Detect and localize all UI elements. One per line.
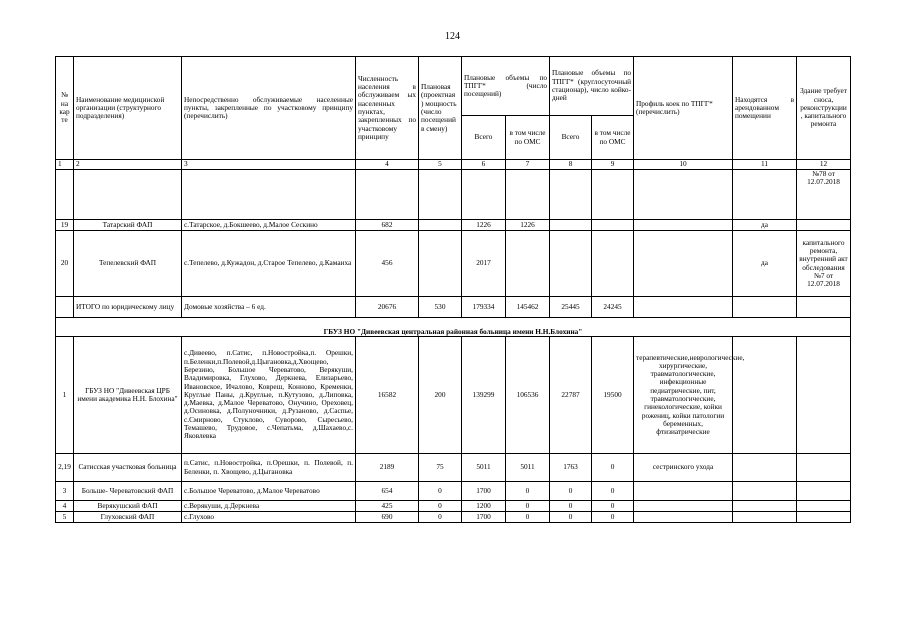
beds-oms: 19500 [592,337,634,454]
population: 682 [356,220,419,231]
facility-name: Глуховский ФАП [74,512,182,523]
header-rented: Находятся в арендованном помещении [733,57,797,160]
facility-name: Тепелевский ФАП [74,231,182,297]
facility-name: ГБУЗ НО "Дивеевская ЦРБ имени академика Н.Н. Блохина" [74,337,182,454]
building-note [797,501,851,512]
table-row [56,170,851,220]
row-number: 2,19 [56,454,74,482]
header-visits-total: Всего [462,116,506,160]
facility-name: Татарский ФАП [74,220,182,231]
header-row [56,57,851,116]
col-number: 5 [419,160,462,170]
bed-profile [634,501,733,512]
header-organization: Наименование медицинской организации (структурного подразделения) [74,57,182,160]
settlements: с.Верякуши, д.Деркнева [182,501,356,512]
beds-oms: 0 [592,512,634,523]
table-row [56,337,851,454]
beds-total [550,220,592,231]
bed-profile [634,512,733,523]
capacity [419,231,462,297]
col-number: 6 [462,160,506,170]
beds-oms: 0 [592,454,634,482]
row-number: 20 [56,231,74,297]
bed-profile [634,231,733,297]
visits-total: 1226 [462,220,506,231]
table-row [56,501,851,512]
beds-oms: 24245 [592,297,634,318]
settlements: с.Большое Череватово, д.Малое Череватово [182,482,356,501]
total-row [56,297,851,318]
col-number: 8 [550,160,592,170]
header-settlements: Непосредственно обслуживаемые населенные пункты, закрепленные по участковому принципу (перечислить) [182,57,356,160]
beds-oms [592,220,634,231]
capacity: 0 [419,501,462,512]
building-note [797,512,851,523]
col-number: 1 [56,160,74,170]
visits-total: 139299 [462,337,506,454]
col-number: 11 [733,160,797,170]
capacity: 75 [419,454,462,482]
settlements: с.Глухово [182,512,356,523]
table-row [56,231,851,297]
beds-oms: 0 [592,501,634,512]
visits-total: 1200 [462,501,506,512]
capacity: 530 [419,297,462,318]
visits-oms: 5011 [506,454,550,482]
table-row [56,482,851,501]
beds-oms: 0 [592,482,634,501]
col-number: 2 [74,160,182,170]
row-number: 5 [56,512,74,523]
facility-name: Больше- Череватовский ФАП [74,482,182,501]
visits-oms: 0 [506,501,550,512]
visits-total: 179334 [462,297,506,318]
visits-oms: 106536 [506,337,550,454]
visits-oms: 0 [506,482,550,501]
settlements: п.Сатис, п.Новостройка, п.Орешки, п. Полевой, п. Беленки, п. Хвощево, д.Цыгановка [182,454,356,482]
col-number: 12 [797,160,851,170]
header-visits: Плановые объемы по ТПГГ* (число посещений) [462,57,550,116]
section-title: ГБУЗ НО "Дивеевская центральная районная больница имени Н.Н.Блохина" [56,318,851,337]
visits-oms: 0 [506,512,550,523]
bed-profile [634,482,733,501]
visits-oms [506,231,550,297]
settlements: с.Дивеево, п.Сатис, п.Новостройка,п. Орешки, п.Беленки,п.Полевой,д.Цыгановка,д.Хвощево, Березино, Большое Череватово, Верякуши, Владимировка, Глухово, Деркнева, Елизарьево, Ивановское, Ичалово, Ковреш, Конново, Кременки, Круглые Паны, д.Круглые, п.Кутузово, д.Липовка, д.Маевка, д.Малое Череватово, Онучино, Ореховец, д.Осиновка, д.Полуночники, д.Рузаново, д.Саспье, с.Смирново, Стуклово, Суворово, Сыресьево, Темашево, Трудовое, с.Чепатьма, д.Шахаево,с. Яковлевка [182,337,356,454]
section-title-row [56,318,851,337]
settlements: Домовые хозяйства – 6 ед. [182,297,356,318]
beds-total: 22787 [550,337,592,454]
col-number: 4 [356,160,419,170]
header-population: Численность населения в обслуживаем ых населенных пунктах, закрепленных по участковому принципу [356,57,419,160]
rented [733,297,797,318]
header-building: Здание требует сноса, реконструкции , капитального ремонта [797,57,851,160]
page-number: 124 [445,31,460,42]
capacity: 200 [419,337,462,454]
facility-name: ИТОГО по юридическому лицу [74,297,182,318]
population: 690 [356,512,419,523]
table-row [56,454,851,482]
beds-total: 0 [550,501,592,512]
visits-total: 1700 [462,482,506,501]
rented [733,454,797,482]
building-note [797,482,851,501]
header-capacity: Плановая (проектная ) мощность (число посещений в смену) [419,57,462,160]
rented [733,512,797,523]
header-bed-days: Плановые объемы по ТПГГ* (круглосуточный стационар), число койко-дней [550,57,634,116]
capacity: 0 [419,512,462,523]
capacity [419,220,462,231]
rented [733,501,797,512]
population: 654 [356,482,419,501]
population: 16582 [356,337,419,454]
facility-name: Сатисская участковая больница [74,454,182,482]
row-number: 3 [56,482,74,501]
building-note [797,220,851,231]
beds-total [550,231,592,297]
population: 20676 [356,297,419,318]
col-number: 7 [506,160,550,170]
settlements: с.Тепелево, д.Кужадон, д.Старое Тепелево, д.Камаиха [182,231,356,297]
header-visits-oms: в том числе по ОМС [506,116,550,160]
table-row [56,220,851,231]
beds-total: 0 [550,512,592,523]
header-bed-profile: Профиль коек по ТПГГ* (перечислить) [634,57,733,160]
visits-oms: 1226 [506,220,550,231]
building-note: капитального ремонта, внутренний акт обследования №7 от 12.07.2018 [797,231,851,297]
population: 456 [356,231,419,297]
col-number: 3 [182,160,356,170]
header-beds-total: Всего [550,116,592,160]
rented: да [733,220,797,231]
building-note: №78 от 12.07.2018 [797,170,851,220]
table-row [56,512,851,523]
building-note [797,297,851,318]
row-number [56,297,74,318]
facilities-table [55,56,851,523]
bed-profile [634,297,733,318]
bed-profile: сестринского ухода [634,454,733,482]
beds-total: 0 [550,482,592,501]
beds-oms [592,231,634,297]
header-number: № на кар те [56,57,74,160]
capacity: 0 [419,482,462,501]
row-number: 19 [56,220,74,231]
row-number: 4 [56,501,74,512]
population: 425 [356,501,419,512]
facility-name: Верякушский ФАП [74,501,182,512]
building-note [797,337,851,454]
beds-total: 25445 [550,297,592,318]
header-beds-oms: в том числе по ОМС [592,116,634,160]
row-number: 1 [56,337,74,454]
col-number: 10 [634,160,733,170]
visits-oms: 145462 [506,297,550,318]
visits-total: 1700 [462,512,506,523]
visits-total: 5011 [462,454,506,482]
bed-profile: терапевтические,неврологические, хирургические, травматологические, инфекционные педиатрические, пит, травматологические, гинекологические, койки рожениц, койки патологии беременных, фтизиатрические [634,337,733,454]
col-number: 9 [592,160,634,170]
numbering-row [56,160,851,170]
rented [733,482,797,501]
building-note [797,454,851,482]
rented: да [733,231,797,297]
bed-profile [634,220,733,231]
beds-total: 1763 [550,454,592,482]
visits-total: 2017 [462,231,506,297]
settlements: с.Татарское, д.Бокшеево, д.Малое Сескино [182,220,356,231]
population: 2189 [356,454,419,482]
